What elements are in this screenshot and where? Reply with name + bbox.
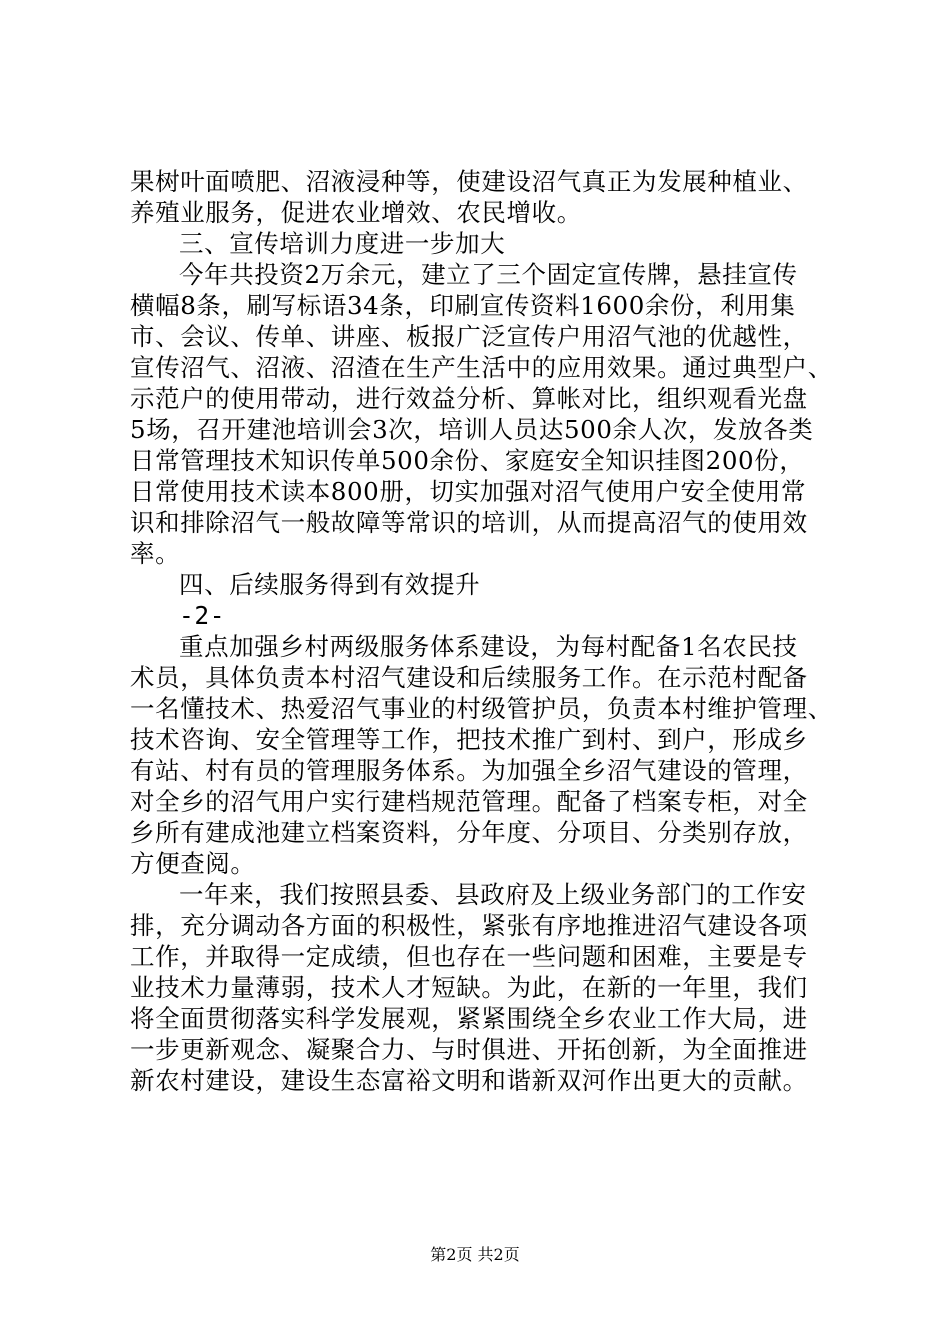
paragraph-line: 重点加强乡村两级服务体系建设，为每村配备1名农民技 [179, 632, 798, 661]
page-footer: 第2页 共2页 [430, 1245, 520, 1264]
document-body [130, 166, 852, 1096]
paragraph-line: 识和排除沼气一般故障等常识的培训，从而提高沼气的使用效 [130, 508, 808, 537]
paragraph-line: 率。 [130, 539, 181, 568]
paragraph-line: 技术咨询、安全管理等工作，把技术推广到村、到户，形成乡 [130, 725, 808, 754]
paragraph-line: 新农村建设，建设生态富裕文明和谐新双河作出更大的贡献。 [130, 1066, 808, 1095]
paragraph-line: 示范户的使用带动，进行效益分析、算帐对比，组织观看光盘 [130, 384, 808, 413]
paragraph-line: 一年来，我们按照县委、县政府及上级业务部门的工作安 [179, 880, 807, 909]
section-heading: 三、宣传培训力度进一步加大 [179, 229, 506, 258]
paragraph-line: 市、会议、传单、讲座、板报广泛宣传户用沼气池的优越性， [130, 322, 808, 351]
paragraph-line: 养殖业服务，促进农业增效、农民增收。 [130, 198, 582, 227]
paragraph-line: 将全面贯彻落实科学发展观，紧紧围绕全乡农业工作大局，进 [130, 1004, 808, 1033]
paragraph-line: 业技术力量薄弱，技术人才短缺。为此，在新的一年里，我们 [130, 973, 808, 1002]
paragraph-line: 宣传沼气、沼液、沼渣在生产生活中的应用效果。通过典型户、 [130, 353, 833, 382]
paragraph-line: 一步更新观念、凝聚合力、与时俱进、开拓创新，为全面推进 [130, 1035, 808, 1064]
paragraph-line: 排，充分调动各方面的积极性，紧张有序地推进沼气建设各项 [130, 911, 808, 940]
paragraph-line: 方便查阅。 [130, 849, 256, 878]
paragraph-line: 5场，召开建池培训会3次，培训人员达500余人次，发放各类 [130, 415, 814, 444]
paragraph-line: 横幅8条，刷写标语34条，印刷宣传资料1600余份，利用集 [130, 291, 796, 320]
paragraph-line: 日常使用技术读本800册，切实加强对沼气使用户安全使用常 [130, 477, 807, 506]
paragraph-line: 一名懂技术、热爱沼气事业的村级管护员，负责本村维护管理、 [130, 694, 833, 723]
paragraph-line: 今年共投资2万余元，建立了三个固定宣传牌，悬挂宣传 [179, 260, 798, 289]
paragraph-line: 术员，具体负责本村沼气建设和后续服务工作。在示范村配备 [130, 663, 808, 692]
page-marker: -2- [179, 601, 226, 630]
paragraph-line: 对全乡的沼气用户实行建档规范管理。配备了档案专柜，对全 [130, 787, 808, 816]
paragraph-line: 果树叶面喷肥、沼液浸种等，使建设沼气真正为发展种植业、 [130, 167, 808, 196]
paragraph-line: 有站、村有员的管理服务体系。为加强全乡沼气建设的管理， [130, 756, 808, 785]
paragraph-line: 工作，并取得一定成绩，但也存在一些问题和困难，主要是专 [130, 942, 808, 971]
paragraph-line: 乡所有建成池建立档案资料，分年度、分项目、分类别存放， [130, 818, 808, 847]
section-heading: 四、后续服务得到有效提升 [179, 570, 481, 599]
paragraph-line: 日常管理技术知识传单500余份、家庭安全知识挂图200份， [130, 446, 805, 475]
